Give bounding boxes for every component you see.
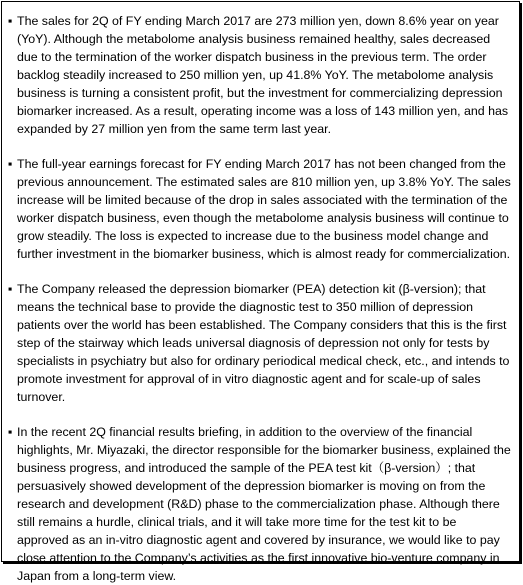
bullet-square-icon: ▪ [8, 425, 13, 439]
summary-text-box [1, 1, 520, 583]
bullet-text-results-briefing: In the recent 2Q financial results briefing, in addition to the overview of the financial highlights, Mr. Miyazaki, the director responsible for the biomarker business, explained the business progress, and introduced the sample of the PEA test kit（β-version）; that persuasively showed development of the depression biomarker is moving on from the research and development (R&D) phase to the commercialization phase. Although there still remains a hurdle, clinical trials, and it will take more time for the test kit to be approved as an in-vitro diagnostic agent and covered by insurance, we would like to pay close attention to the Company’s activities as the first innovative bio-venture company in Japan from a long-term view. [17, 425, 511, 583]
bullet-item-results-briefing [8, 423, 511, 585]
bullet-item-biomarker-kit [8, 280, 511, 406]
bullet-square-icon: ▪ [8, 157, 13, 171]
bullet-square-icon: ▪ [8, 14, 13, 28]
bullet-square-icon: ▪ [8, 282, 13, 296]
bullet-text-full-year-forecast: The full-year earnings forecast for FY ending March 2017 has not been changed from the previous announcement. The estimated sales are 810 million yen, up 3.8% YoY. The sales increase will be limited because of the drop in sales associated with the termination of the worker dispatch business, even though the metabolome analysis business will continue to grow steadily. The loss is expected to increase due to the business model change and further investment in the biomarker business, which is almost ready for commercialization. [17, 157, 511, 261]
bullet-item-full-year-forecast [8, 155, 511, 263]
bullet-text-q2-sales: The sales for 2Q of FY ending March 2017 are 273 million yen, down 8.6% year on year (YoY). Although the metabolome analysis business remained healthy, sales decreased due to the termination of the worker dispatch business in the previous term. The order backlog steadily increased to 250 million yen, up 41.8% YoY. The metabolome analysis business is turning a consistent profit, but the investment for commercializing depression biomarker increased. As a result, operating income was a loss of 143 million yen, and has expanded by 27 million yen from the same term last year. [17, 14, 509, 136]
bullet-item-q2-sales [8, 12, 511, 138]
bullet-text-biomarker-kit: The Company released the depression biomarker (PEA) detection kit (β-version); that means the technical base to provide the diagnostic test to 350 million of depression patients over the world has been established. The Company considers that this is the first step of the stairway which leads universal diagnosis of depression not only for tests by specialists in psychiatry but also for ordinary periodical medical check, etc., and intends to promote investment for approval of in vitro diagnostic agent and for scale-up of sales turnover. [17, 282, 510, 404]
